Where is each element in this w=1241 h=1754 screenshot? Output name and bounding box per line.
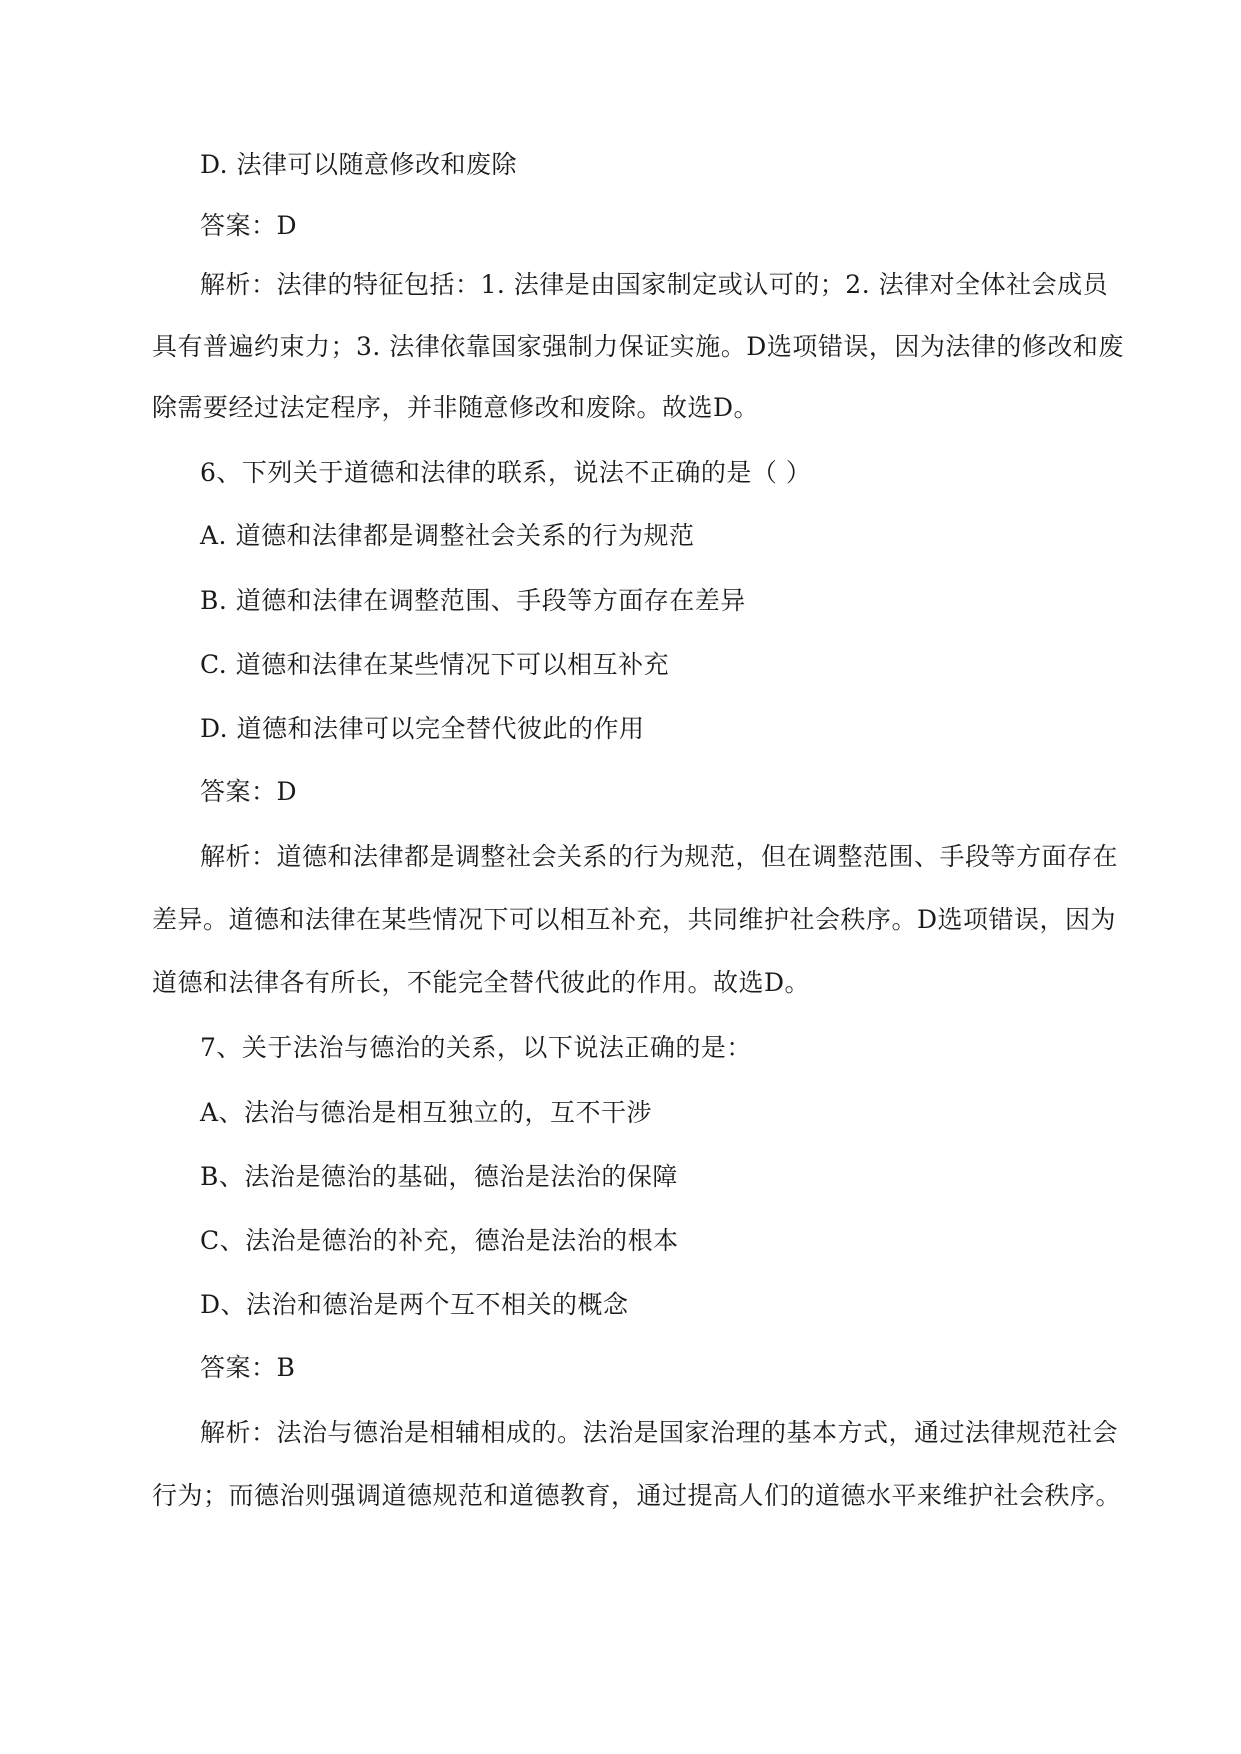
explanation-q5-line1: 解析：法律的特征包括：1. 法律是由国家制定或认可的；2. 法律对全体社会成员 — [200, 270, 1109, 299]
answer-q7: 答案：B — [200, 1353, 296, 1382]
answer-q6: 答案：D — [200, 777, 298, 806]
option-a-q6: A. 道德和法律都是调整社会关系的行为规范 — [200, 521, 695, 550]
explanation-q6-line2: 差异。道德和法律在某些情况下可以相互补充，共同维护社会秩序。D选项错误，因为 — [152, 905, 1117, 934]
question-7: 7、关于法治与德治的关系，以下说法正确的是： — [200, 1033, 752, 1062]
question-6: 6、下列关于道德和法律的联系，说法不正确的是（ ） — [200, 458, 812, 487]
option-d-q7: D、法治和德治是两个互不相关的概念 — [200, 1290, 629, 1319]
option-b-q7: B、法治是德治的基础，德治是法治的保障 — [200, 1162, 678, 1191]
option-c-q7: C、法治是德治的补充，德治是法治的根本 — [200, 1226, 679, 1255]
explanation-q6-line1: 解析：道德和法律都是调整社会关系的行为规范，但在调整范围、手段等方面存在 — [200, 842, 1119, 871]
option-b-q6: B. 道德和法律在调整范围、手段等方面存在差异 — [200, 586, 746, 615]
option-c-q6: C. 道德和法律在某些情况下可以相互补充 — [200, 650, 670, 679]
explanation-q7-line1: 解析：法治与德治是相辅相成的。法治是国家治理的基本方式，通过法律规范社会 — [200, 1418, 1119, 1447]
option-d-q5: D. 法律可以随意修改和废除 — [200, 150, 518, 179]
option-d-q6: D. 道德和法律可以完全替代彼此的作用 — [200, 714, 645, 743]
explanation-q5-line3: 除需要经过法定程序，并非随意修改和废除。故选D。 — [152, 393, 760, 422]
answer-q5: 答案：D — [200, 211, 298, 240]
explanation-q7-line2: 行为；而德治则强调道德规范和道德教育，通过提高人们的道德水平来维护社会秩序。 — [152, 1481, 1122, 1510]
explanation-q6-line3: 道德和法律各有所长，不能完全替代彼此的作用。故选D。 — [152, 968, 811, 997]
explanation-q5-line2: 具有普遍约束力；3. 法律依靠国家强制力保证实施。D选项错误，因为法律的修改和废 — [152, 332, 1124, 361]
option-a-q7: A、法治与德治是相互独立的，互不干涉 — [200, 1098, 653, 1127]
